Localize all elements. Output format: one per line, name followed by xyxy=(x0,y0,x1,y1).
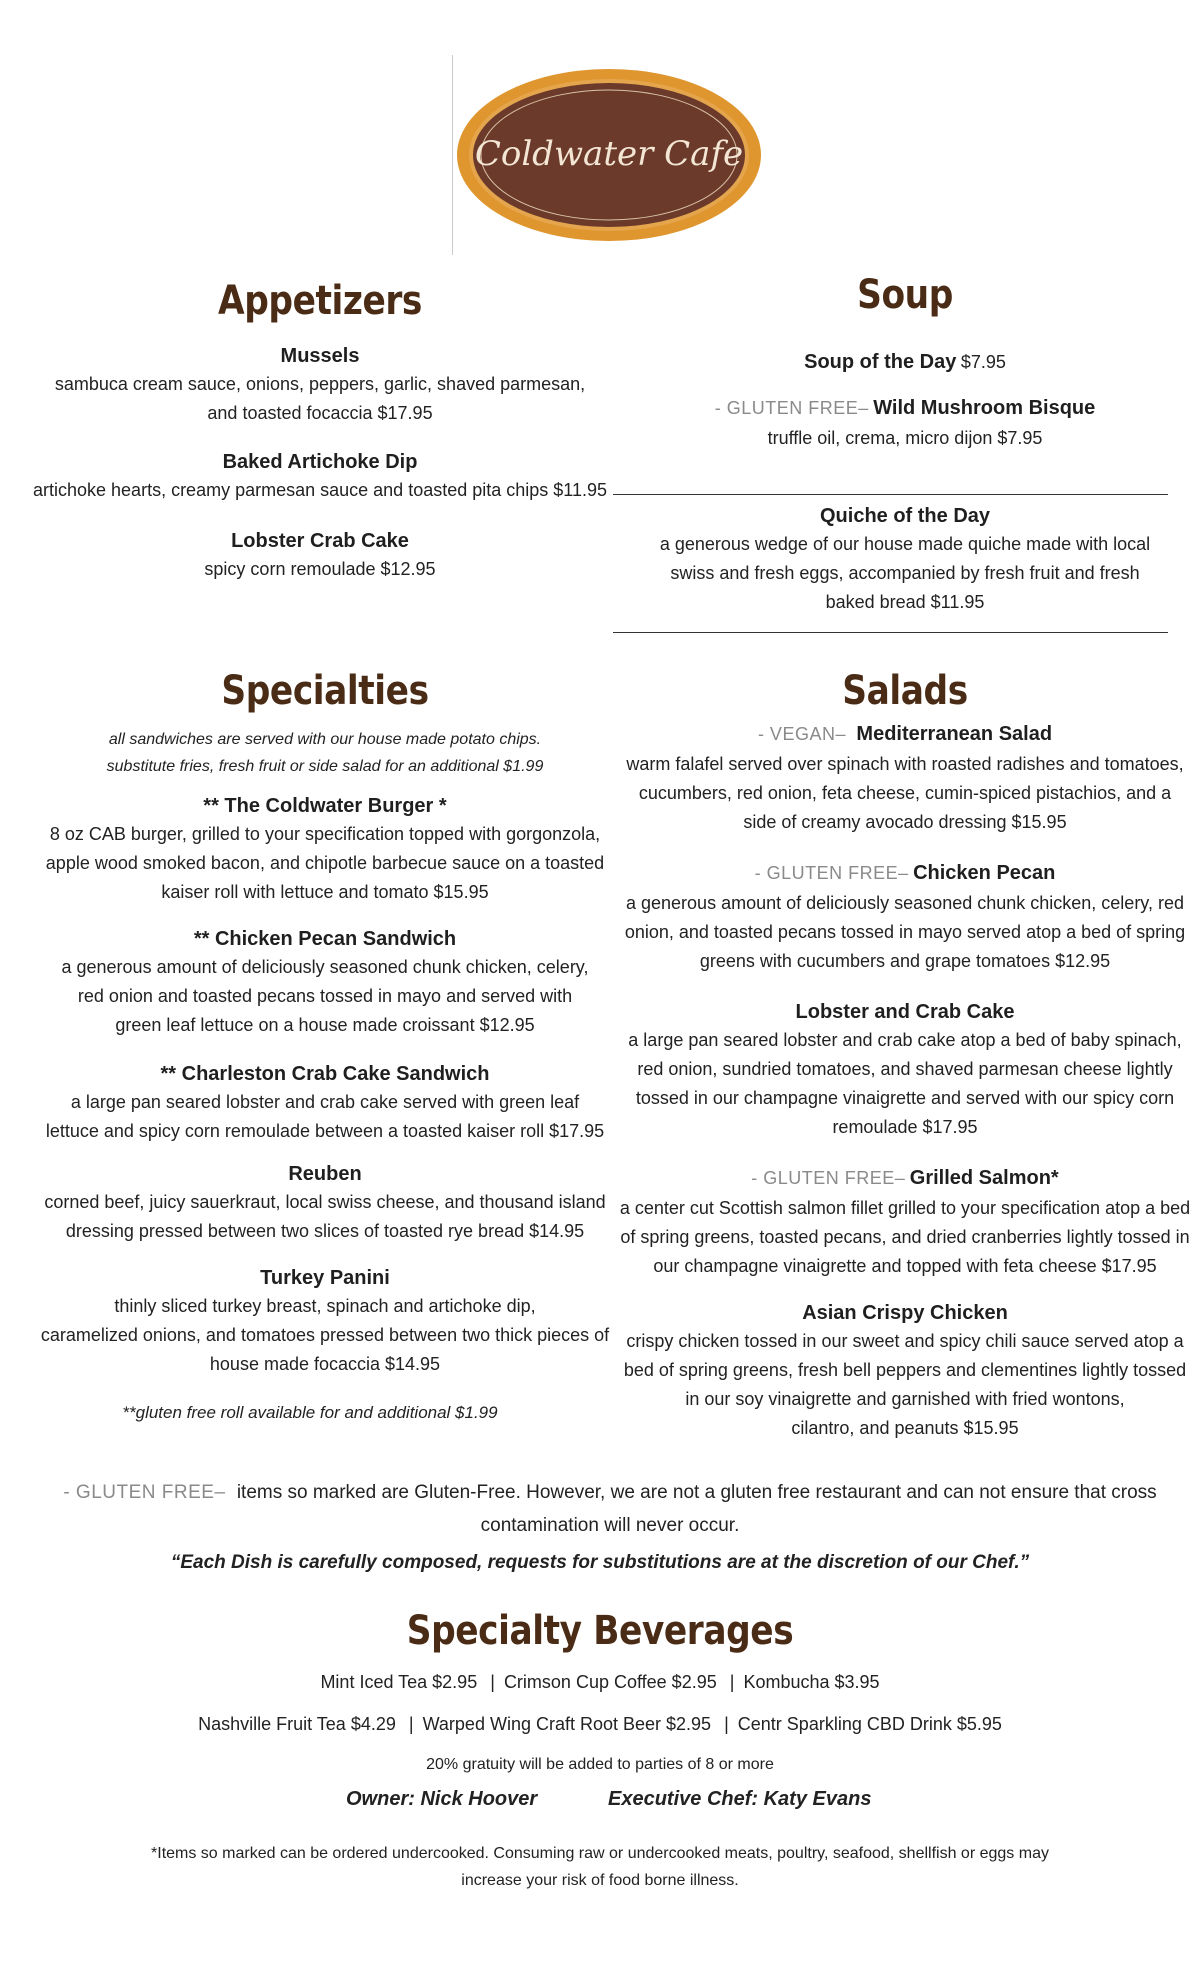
item-desc: kaiser roll with lettuce and tomato $15.95 xyxy=(161,882,489,902)
specialties-note: all sandwiches are served with our house made potato chips. xyxy=(108,731,542,748)
gluten-free-tag: - GLUTEN FREE– xyxy=(63,1482,226,1503)
disclaimer-line: *Items so marked can be ordered undercooked. Consuming raw or undercooked meats, poultry, seafood, shellfish or eggs may xyxy=(151,1845,1049,1862)
specialty-item xyxy=(25,1160,625,1246)
item-desc: 8 oz CAB burger, grilled to your specification topped with gorgonzola, xyxy=(49,824,601,844)
specialty-item xyxy=(25,925,625,1040)
item-desc: a generous amount of deliciously seasoned chunk chicken, celery, red xyxy=(626,893,1184,913)
item-name: ** Charleston Crab Cake Sandwich xyxy=(160,1063,490,1085)
item-desc: a large pan seared lobster and crab cake atop a bed of baby spinach, xyxy=(628,1030,1182,1050)
soup-item xyxy=(610,348,1200,378)
item-name: Quiche of the Day xyxy=(819,505,991,527)
item-desc: of spring greens, toasted pecans, and dried cranberries lightly tossed in xyxy=(620,1227,1190,1247)
item-desc: in our soy vinaigrette and garnished with fried wontons, xyxy=(685,1389,1125,1409)
item-name: Asian Crispy Chicken xyxy=(802,1302,1008,1324)
salads-section xyxy=(610,720,1200,1443)
item-desc: green leaf lettuce on a house made croissant $12.95 xyxy=(115,1015,535,1035)
disclaimer-line: increase your risk of food borne illness. xyxy=(461,1872,739,1889)
soup-divider-top xyxy=(613,494,1168,495)
beverage-separator: | xyxy=(490,1672,495,1692)
item-desc: bed of spring greens, fresh bell peppers and clementines lightly tossed xyxy=(623,1360,1187,1380)
appetizer-item xyxy=(20,527,620,584)
gluten-free-roll-note: **gluten free roll available for and additional $1.99 xyxy=(122,1403,498,1422)
item-desc: corned beef, juicy sauerkraut, local swiss cheese, and thousand island xyxy=(44,1192,606,1212)
item-name: ** Chicken Pecan Sandwich xyxy=(193,928,457,950)
soup-title: Soup xyxy=(857,272,953,318)
item-desc: dressing pressed between two slices of toasted rye bread $14.95 xyxy=(65,1221,585,1241)
item-desc: a generous amount of deliciously seasoned chunk chicken, celery, xyxy=(61,957,589,977)
logo xyxy=(454,65,764,245)
salad-item xyxy=(610,720,1200,837)
item-name: ** The Coldwater Burger * xyxy=(203,795,447,817)
item-price: $7.95 xyxy=(960,352,1006,372)
item-desc: truffle oil, crema, micro dijon $7.95 xyxy=(767,428,1043,448)
beverages-row-1 xyxy=(0,1672,1200,1693)
item-desc: a center cut Scottish salmon fillet grilled to your specification atop a bed xyxy=(619,1198,1191,1218)
item-desc: house made focaccia $14.95 xyxy=(209,1354,441,1374)
item-desc: warm falafel served over spinach with roasted radishes and tomatoes, xyxy=(626,754,1184,774)
chef-quote: “Each Dish is carefully composed, requests for substitutions are at the discretion of our Chef.” xyxy=(170,1552,1030,1573)
beverage-item: Crimson Cup Coffee $2.95 xyxy=(503,1672,717,1692)
gluten-free-notice xyxy=(40,1476,1180,1542)
appetizers-title: Appetizers xyxy=(218,278,422,324)
beverages-title: Specialty Beverages xyxy=(406,1608,794,1654)
disclaimer xyxy=(0,1840,1200,1894)
notice-line: contamination will never occur. xyxy=(480,1515,740,1536)
item-name: Lobster and Crab Cake xyxy=(795,1001,1015,1023)
executive-chef: Executive Chef: Katy Evans xyxy=(608,1788,872,1810)
item-desc: red onion, sundried tomatoes, and shaved parmesan cheese lightly xyxy=(637,1059,1173,1079)
item-desc: thinly sliced turkey breast, spinach and artichoke dip, xyxy=(114,1296,536,1316)
specialty-item xyxy=(25,1264,625,1379)
gratuity-note: 20% gratuity will be added to parties of 8 or more xyxy=(426,1756,774,1773)
item-desc: lettuce and spicy corn remoulade between a toasted kaiser roll $17.95 xyxy=(45,1121,605,1141)
vegan-tag: - VEGAN– xyxy=(757,724,846,744)
item-name: Baked Artichoke Dip xyxy=(222,451,418,473)
beverage-separator: | xyxy=(408,1714,414,1734)
item-name: Lobster Crab Cake xyxy=(231,530,409,552)
item-desc: apple wood smoked bacon, and chipotle barbecue sauce on a toasted xyxy=(45,853,605,873)
item-desc: crispy chicken tossed in our sweet and spicy chili sauce served atop a xyxy=(626,1331,1184,1351)
item-desc: onion, and toasted pecans tossed in mayo served atop a bed of spring xyxy=(624,922,1186,942)
item-name: Reuben xyxy=(288,1163,362,1185)
beverage-item: Mint Iced Tea $2.95 xyxy=(320,1672,478,1692)
item-desc: and toasted focaccia $17.95 xyxy=(207,403,433,423)
item-desc: a large pan seared lobster and crab cake served with green leaf xyxy=(70,1092,580,1112)
item-desc: caramelized onions, and tomatoes pressed between two thick pieces of xyxy=(40,1325,610,1345)
item-desc: sambuca cream sauce, onions, peppers, garlic, shaved parmesan, xyxy=(54,374,586,394)
item-desc: baked bread $11.95 xyxy=(825,592,985,612)
salad-item xyxy=(610,1164,1200,1281)
beverages-row-2 xyxy=(0,1714,1200,1735)
beverage-separator: | xyxy=(724,1714,729,1734)
item-name: Chicken Pecan xyxy=(913,862,1056,884)
soup-section xyxy=(610,348,1200,453)
soup-item xyxy=(610,394,1200,453)
beverage-item: Nashville Fruit Tea $4.29 xyxy=(198,1714,396,1734)
item-name: Soup of the Day xyxy=(804,351,957,373)
gluten-free-tag: - GLUTEN FREE– xyxy=(754,863,909,883)
logo-divider xyxy=(452,55,453,255)
soup-divider-bottom xyxy=(613,632,1168,633)
item-desc: side of creamy avocado dressing $15.95 xyxy=(743,812,1067,832)
specialty-item xyxy=(25,792,625,907)
gluten-free-tag: - GLUTEN FREE– xyxy=(714,398,869,418)
logo-text: Coldwater Cafe xyxy=(474,134,744,174)
item-name: Mussels xyxy=(280,345,360,367)
quiche-item xyxy=(610,502,1200,617)
salad-item xyxy=(610,859,1200,976)
item-desc: spicy corn remoulade $12.95 xyxy=(204,559,436,579)
appetizer-item xyxy=(20,342,620,428)
item-desc: red onion and toasted pecans tossed in mayo and served with xyxy=(77,986,573,1006)
item-desc: cucumbers, red onion, feta cheese, cumin-spiced pistachios, and a xyxy=(638,783,1172,803)
appetizer-item xyxy=(20,448,620,505)
beverage-item: Kombucha $3.95 xyxy=(743,1672,880,1692)
salad-item xyxy=(610,1299,1200,1443)
salads-title: Salads xyxy=(842,668,968,714)
beverage-item: Centr Sparkling CBD Drink $5.95 xyxy=(737,1714,1002,1734)
item-name: Grilled Salmon* xyxy=(909,1167,1059,1189)
item-name: Mediterranean Salad xyxy=(856,723,1053,745)
appetizers-section xyxy=(20,342,620,584)
specialty-item xyxy=(25,1060,625,1146)
specialties-title: Specialties xyxy=(221,668,429,714)
item-desc: greens with cucumbers and grape tomatoes $12.95 xyxy=(699,951,1111,971)
item-desc: swiss and fresh eggs, accompanied by fresh fruit and fresh xyxy=(670,563,1140,583)
item-desc: our champagne vinaigrette and topped with feta cheese $17.95 xyxy=(653,1256,1157,1276)
item-desc: artichoke hearts, creamy parmesan sauce and toasted pita chips $11.95 xyxy=(33,480,607,500)
beverage-item: Warped Wing Craft Root Beer $2.95 xyxy=(422,1714,712,1734)
item-desc: tossed in our champagne vinaigrette and served with our spicy corn xyxy=(635,1088,1175,1108)
specialties-note: substitute fries, fresh fruit or side salad for an additional $1.99 xyxy=(106,758,544,775)
notice-line: items so marked are Gluten-Free. However, we are not a gluten free restaurant and can not ensure that cross xyxy=(236,1482,1157,1503)
item-desc: remoulade $17.95 xyxy=(832,1117,978,1137)
gluten-free-tag: - GLUTEN FREE– xyxy=(751,1168,906,1188)
item-desc: cilantro, and peanuts $15.95 xyxy=(791,1418,1019,1438)
beverage-separator: | xyxy=(729,1672,735,1692)
salad-item xyxy=(610,998,1200,1142)
item-name: Turkey Panini xyxy=(260,1267,390,1289)
item-name: Wild Mushroom Bisque xyxy=(873,397,1096,419)
item-desc: a generous wedge of our house made quiche made with local xyxy=(659,534,1151,554)
specialties-section xyxy=(25,726,625,1426)
logo-badge xyxy=(454,65,764,245)
owner: Owner: Nick Hoover xyxy=(346,1788,538,1810)
